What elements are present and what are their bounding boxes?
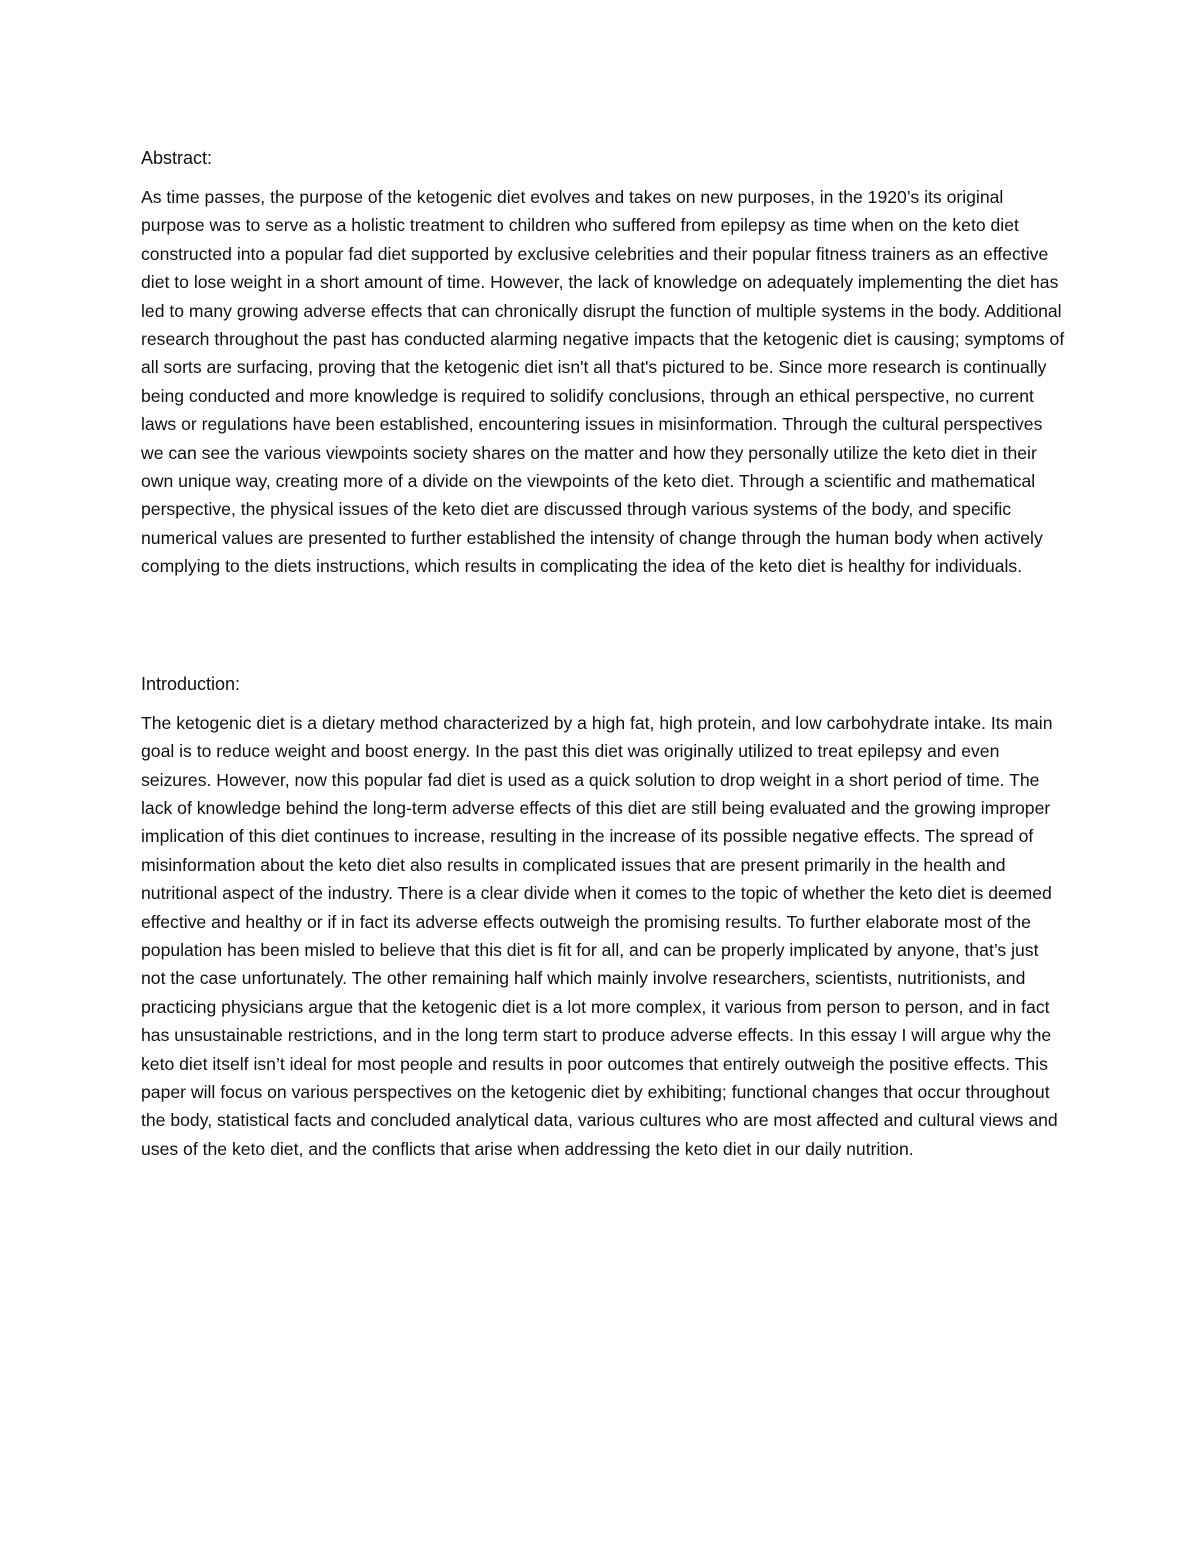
abstract-heading: Abstract: [141, 148, 213, 168]
section-spacer [141, 581, 1066, 670]
introduction-heading: Introduction: [141, 673, 241, 694]
abstract-paragraph: As time passes, the purpose of the ketogenic diet evolves and takes on new purposes, in the 1920’s its original purpose was to serve as a holistic treatment to children who suffered from epilepsy as time when on the keto diet constructed into a popular fad diet supported by exclusive celebrities and their popular fitness trainers as an effective diet to lose weight in a short amount of time. However, the lack of knowledge on adequately implementing the diet has led to many growing adverse effects that can chronically disrupt the function of multiple systems in the body. Additional research throughout the past has conducted alarming negative impacts that the ketogenic diet is causing; symptoms of all sorts are surfacing, proving that the ketogenic diet isn't all that's pictured to be. Since more research is continually being conducted and more knowledge is required to solidify conclusions, through an ethical perspective, no current laws or regulations have been established, encountering issues in misinformation. Through the cultural perspectives we can see the various viewpoints society shares on the matter and how they personally utilize the keto diet in their own unique way, creating more of a divide on the viewpoints of the keto diet. Through a scientific and mathematical perspective, the physical issues of the keto diet are discussed through various systems of the body, and specific numerical values are presented to further established the intensity of change through the human body when actively complying to the diets instructions, which results in complicating the idea of the keto diet is healthy for individuals. [141, 187, 1065, 577]
abstract-section [141, 144, 1066, 581]
introduction-paragraph: The ketogenic diet is a dietary method characterized by a high fat, high protein, and low carbohydrate intake. Its main goal is to reduce weight and boost energy. In the past this diet was originally utilized to treat epilepsy and even seizures. However, now this popular fad diet is used as a quick solution to drop weight in a short period of time. The lack of knowledge behind the long-term adverse effects of this diet are still being evaluated and the growing improper implication of this diet continues to increase, resulting in the increase of its possible negative effects. The spread of misinformation about the keto diet also results in complicated issues that are present primarily in the health and nutritional aspect of the industry. There is a clear divide when it comes to the topic of whether the keto diet is deemed effective and healthy or if in fact its adverse effects outweigh the promising results. To further elaborate most of the population has been misled to believe that this diet is fit for all, and can be properly implicated by anyone, that’s just not the case unfortunately. The other remaining half which mainly involve researchers, scientists, nutritionists, and practicing physicians argue that the ketogenic diet is a lot more complex, it various from person to person, and in fact has unsustainable restrictions, and in the long term start to produce adverse effects. In this essay I will argue why the keto diet itself isn’t ideal for most people and results in poor outcomes that entirely outweigh the positive effects. This paper will focus on various perspectives on the ketogenic diet by exhibiting; functional changes that occur throughout the body, statistical facts and concluded analytical data, various cultures who are most affected and cultural views and uses of the keto diet, and the conflicts that arise when addressing the keto diet in our daily nutrition. [141, 712, 1058, 1159]
introduction-section [141, 670, 1066, 1164]
document-content [141, 144, 1066, 1163]
